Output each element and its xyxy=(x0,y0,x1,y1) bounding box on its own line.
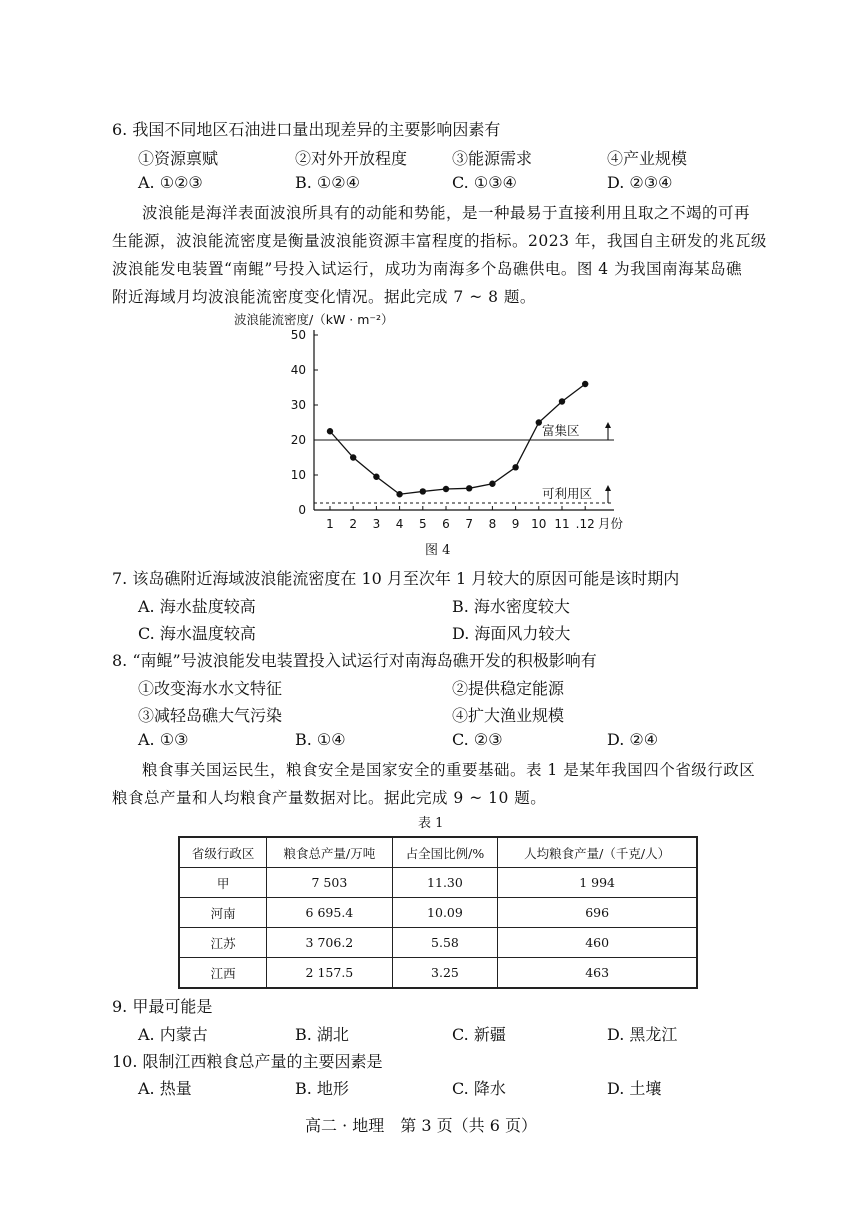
passage1-line-3: 波浪能发电装置“南鲲”号投入试运行，成功为南海多个岛礁供电。图 4 为我国南海某岛礁 xyxy=(112,260,743,278)
y-tick-label: 10 xyxy=(290,468,306,482)
x-tick-label: 4 xyxy=(395,517,404,531)
passage1-line-2: 生能源，波浪能流密度是衡量波浪能资源丰富程度的指标。2023 年，我国自主研发的兆瓦级 xyxy=(112,232,767,250)
q6-option-a: A. ①②③ xyxy=(138,173,203,192)
q9-option-b: B. 湖北 xyxy=(295,1025,349,1044)
table-title: 表 1 xyxy=(418,816,444,831)
q10-stem: 10. 限制江西粮食总产量的主要因素是 xyxy=(112,1052,383,1071)
table-row xyxy=(179,898,697,928)
table-cell: 10.09 xyxy=(392,898,498,928)
x-tick-label: 8 xyxy=(488,517,497,531)
q7-option-a: A. 海水盐度较高 xyxy=(138,597,256,616)
table-cell: 河南 xyxy=(179,898,267,928)
table-header: 占全国比例/% xyxy=(392,837,498,868)
x-tick-label: 5 xyxy=(418,517,427,531)
q6-item-3: ③能源需求 xyxy=(452,149,533,168)
x-tick-label: 2 xyxy=(349,517,358,531)
series-line xyxy=(330,384,585,494)
passage1-line-4: 附近海域月均波浪能流密度变化情况。据此完成 7 ~ 8 题。 xyxy=(112,288,536,306)
x-tick-label: 9 xyxy=(511,517,520,531)
q10-option-b: B. 地形 xyxy=(295,1079,349,1098)
passage2-line-1: 粮食事关国运民生，粮食安全是国家安全的重要基础。表 1 是某年我国四个省级行政区 xyxy=(142,761,756,779)
table-cell: 江苏 xyxy=(179,928,267,958)
reference-line-label: 可利用区 xyxy=(542,486,593,501)
y-tick-label: 20 xyxy=(290,433,306,447)
table-cell: 696 xyxy=(498,898,697,928)
chart-ylabel: 波浪能流密度/（kW · m⁻²） xyxy=(234,312,394,327)
table-cell: 2 157.5 xyxy=(267,958,393,989)
table-cell: 11.30 xyxy=(392,868,498,898)
table-cell: 1 994 xyxy=(498,868,697,898)
data-point xyxy=(536,419,542,425)
page-footer: 高二 · 地理 第 3 页（共 6 页） xyxy=(305,1116,537,1135)
x-tick-label: 10 xyxy=(531,517,547,531)
wave-energy-chart xyxy=(220,305,660,560)
q7-option-d: D. 海面风力较大 xyxy=(452,624,571,643)
table-header: 人均粮食产量/（千克/人） xyxy=(498,837,697,868)
data-point xyxy=(559,398,565,404)
q8-option-a: A. ①③ xyxy=(138,730,189,749)
data-point xyxy=(466,485,472,491)
table-header-row xyxy=(179,837,697,868)
y-tick-label: 0 xyxy=(298,503,306,517)
x-tick-label: 3 xyxy=(372,517,381,531)
table-cell: 3 706.2 xyxy=(267,928,393,958)
table-cell: 江西 xyxy=(179,958,267,989)
q8-option-b: B. ①④ xyxy=(295,730,346,749)
table-row xyxy=(179,958,697,989)
passage1-line-1: 波浪能是海洋表面波浪所具有的动能和势能，是一种最易于直接利用且取之不竭的可再 xyxy=(142,204,751,222)
reference-arrow-head xyxy=(605,485,611,491)
chart-xlabel: 月份 xyxy=(598,516,624,531)
table-header: 省级行政区 xyxy=(179,837,267,868)
q7-stem: 7. 该岛礁附近海域波浪能流密度在 10 月至次年 1 月较大的原因可能是该时期内 xyxy=(112,569,680,588)
q6-stem: 6. 我国不同地区石油进口量出现差异的主要影响因素有 xyxy=(112,120,501,139)
x-tick-label: 7 xyxy=(465,517,474,531)
reference-line-label: 富集区 xyxy=(542,423,580,438)
q6-item-4: ④产业规模 xyxy=(607,149,688,168)
table-row xyxy=(179,928,697,958)
table-header: 粮食总产量/万吨 xyxy=(267,837,393,868)
data-point xyxy=(396,491,402,497)
y-tick-label: 40 xyxy=(290,363,306,377)
q8-item-2: ②提供稳定能源 xyxy=(452,679,565,698)
x-tick-label: 1 xyxy=(326,517,334,531)
y-tick-label: 30 xyxy=(290,398,306,412)
data-point xyxy=(373,474,379,480)
q6-item-2: ②对外开放程度 xyxy=(295,149,408,168)
table-cell: 5.58 xyxy=(392,928,498,958)
table-cell: 甲 xyxy=(179,868,267,898)
q8-item-1: ①改变海水水文特征 xyxy=(138,679,283,698)
q8-item-4: ④扩大渔业规模 xyxy=(452,706,565,725)
data-point xyxy=(443,486,449,492)
q8-option-c: C. ②③ xyxy=(452,730,503,749)
x-tick-label: 11 xyxy=(554,517,570,531)
y-tick-label: 50 xyxy=(290,328,306,342)
q9-option-c: C. 新疆 xyxy=(452,1025,506,1044)
data-point xyxy=(489,481,495,487)
q6-option-b: B. ①②④ xyxy=(295,173,360,192)
q8-option-d: D. ②④ xyxy=(607,730,659,749)
q8-stem: 8. “南鲲”号波浪能发电装置投入试运行对南海岛礁开发的积极影响有 xyxy=(112,651,597,670)
grain-table xyxy=(178,836,698,989)
x-tick-label: .12 xyxy=(575,517,595,531)
passage2-line-2: 粮食总产量和人均粮食产量数据对比。据此完成 9 ~ 10 题。 xyxy=(112,789,547,807)
q9-stem: 9. 甲最可能是 xyxy=(112,997,213,1016)
data-point xyxy=(327,428,333,434)
data-point xyxy=(350,454,356,460)
table-cell: 3.25 xyxy=(392,958,498,989)
reference-arrow-head xyxy=(605,422,611,428)
table-row xyxy=(179,868,697,898)
q10-option-d: D. 土壤 xyxy=(607,1079,662,1098)
q9-option-a: A. 内蒙古 xyxy=(138,1025,208,1044)
table-cell: 460 xyxy=(498,928,697,958)
q9-option-d: D. 黑龙江 xyxy=(607,1025,678,1044)
q6-item-1: ①资源禀赋 xyxy=(138,149,219,168)
q6-option-c: C. ①③④ xyxy=(452,173,517,192)
data-point xyxy=(582,381,588,387)
q7-option-c: C. 海水温度较高 xyxy=(138,624,256,643)
q6-option-d: D. ②③④ xyxy=(607,173,673,192)
data-point xyxy=(420,488,426,494)
data-point xyxy=(512,464,518,470)
q8-item-3: ③减轻岛礁大气污染 xyxy=(138,706,283,725)
q10-option-a: A. 热量 xyxy=(138,1079,192,1098)
x-tick-label: 6 xyxy=(442,517,450,531)
table-cell: 7 503 xyxy=(267,868,393,898)
q7-option-b: B. 海水密度较大 xyxy=(452,597,570,616)
q10-option-c: C. 降水 xyxy=(452,1079,506,1098)
table-cell: 463 xyxy=(498,958,697,989)
figure-caption: 图 4 xyxy=(425,543,451,558)
table-cell: 6 695.4 xyxy=(267,898,393,928)
